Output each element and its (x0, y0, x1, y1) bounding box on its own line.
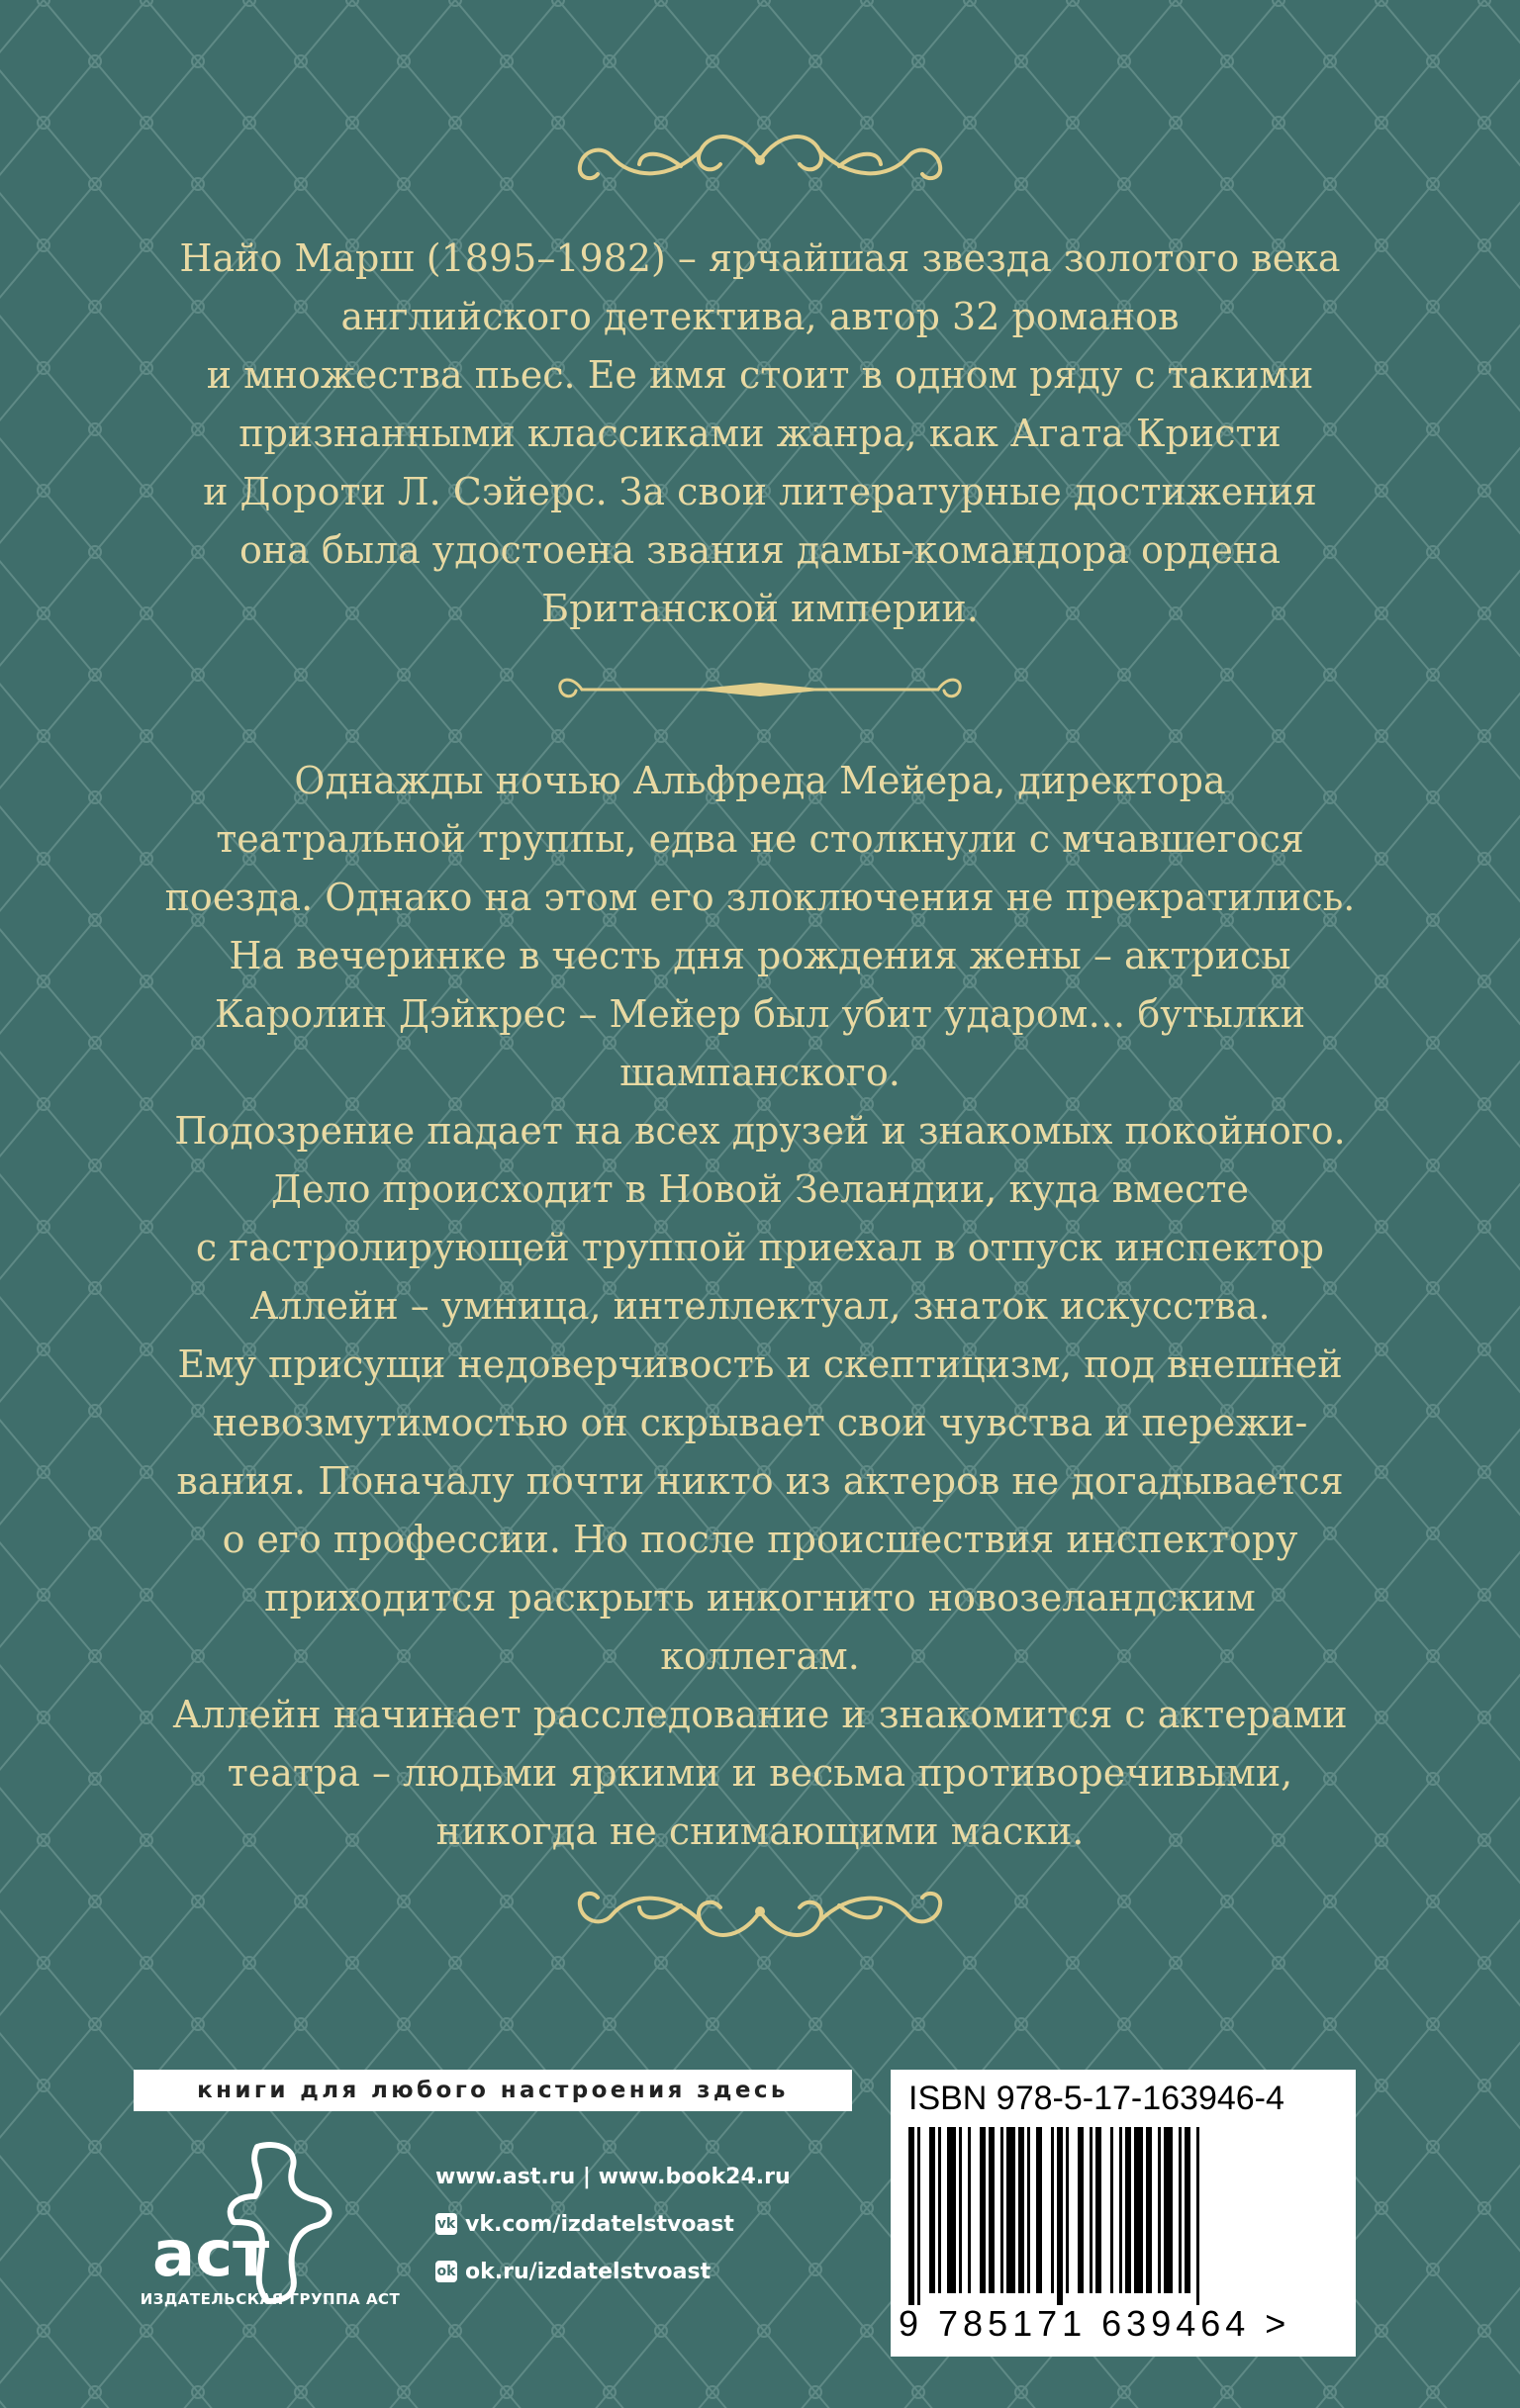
barcode-bar (980, 2127, 986, 2293)
synopsis-line: Подозрение падает на всех друзей и знакомых покойного. (174, 1109, 1346, 1153)
synopsis-line: Каролин Дэйкрес – Мейер был убит ударом… бутылки (214, 992, 1306, 1036)
barcode-bar (938, 2127, 941, 2293)
vk-icon: vk (435, 2213, 457, 2235)
synopsis-line: поезда. Однако на этом его злоключения не прекратились. (164, 876, 1356, 919)
synopsis-text (129, 752, 1391, 1861)
synopsis-line: Аллейн начинает расследование и знакомится с актерами (172, 1693, 1348, 1736)
barcode-bar (947, 2127, 956, 2293)
barcode-bar (1185, 2127, 1190, 2293)
barcode (908, 2127, 1334, 2305)
barcode-bar (1051, 2127, 1054, 2293)
barcode-bar (1036, 2127, 1042, 2293)
synopsis-line: приходится раскрыть инкогнито новозеландским (264, 1576, 1256, 1620)
barcode-bar (908, 2127, 914, 2305)
barcode-bar (1196, 2127, 1199, 2305)
about-author-line: Британской империи. (541, 587, 979, 630)
ast-logo[interactable] (139, 2127, 386, 2355)
isbn-digits: 9 785171 639464 > (899, 2303, 1291, 2344)
barcode-bar (917, 2127, 920, 2305)
about-author-line: и Дороти Л. Сэйерс. За свои литературные достижения (203, 470, 1317, 513)
barcode-bar (929, 2127, 935, 2293)
barcode-bar (1057, 2127, 1063, 2305)
barcode-bar (989, 2127, 995, 2293)
synopsis-line: с гастролирующей труппой приехал в отпуск инспектор (195, 1226, 1325, 1269)
ast-logo-letters: аст (152, 2218, 270, 2291)
publisher-links (435, 2157, 791, 2299)
about-author-line: и множества пьес. Ее имя стоит в одном ряду с такими (206, 353, 1314, 397)
barcode-bar (1110, 2127, 1113, 2293)
barcode-bar (1146, 2127, 1152, 2293)
barcode-bar (959, 2127, 962, 2293)
about-author-line: признанными классиками жанра, как Агата Кристи (238, 412, 1282, 455)
synopsis-line: невозмутимостью он скрывает свои чувства и пережи- (212, 1401, 1308, 1444)
barcode-bar (1018, 2127, 1024, 2293)
synopsis-line: На вечеринке в честь дня рождения жены – актрисы (229, 934, 1291, 977)
middle-divider-ornament (552, 665, 968, 714)
about-author-line: она была удостоена звания дамы-командора ордена (238, 528, 1282, 572)
barcode-bar (1179, 2127, 1182, 2293)
barcode-bar (1078, 2127, 1084, 2293)
synopsis-line: о его профессии. Но после происшествия инспектору (222, 1518, 1298, 1561)
about-author-text (129, 230, 1391, 638)
vk-row[interactable] (435, 2204, 791, 2244)
barcode-bar (1090, 2127, 1092, 2293)
publisher-caption: ИЗДАТЕЛЬСКАЯ ГРУППА АСТ (140, 2290, 401, 2308)
websites-text[interactable]: www.ast.ru | www.book24.ru (435, 2164, 791, 2189)
isbn-barcode-box (891, 2070, 1356, 2357)
about-author-line: Найо Марш (1895–1982) – ярчайшая звезда золотого века (179, 236, 1341, 280)
barcode-bar (1125, 2127, 1131, 2293)
websites-row (435, 2157, 791, 2196)
vk-link[interactable]: vk.com/izdatelstvoast (465, 2211, 734, 2237)
barcode-bar (968, 2127, 971, 2293)
barcode-bar (1006, 2127, 1015, 2293)
barcode-bar (1066, 2127, 1069, 2293)
barcode-bar (1095, 2127, 1101, 2293)
barcode-bar (1000, 2127, 1003, 2293)
bottom-scroll-ornament (562, 1872, 958, 1951)
isbn-label: ISBN 978-5-17-163946-4 (908, 2080, 1284, 2117)
synopsis-line: Дело происходит в Новой Зеландии, куда вместе (271, 1167, 1249, 1211)
synopsis-line: шампанского. (619, 1051, 901, 1094)
synopsis-line: Аллейн – умница, интеллектуал, знаток искусства. (249, 1284, 1271, 1328)
ok-icon: ok (435, 2261, 457, 2282)
barcode-bar (1027, 2127, 1030, 2293)
ok-link[interactable]: ok.ru/izdatelstvoast (465, 2259, 712, 2284)
publisher-slogan-strip: книги для любого настроения здесь (134, 2070, 852, 2111)
synopsis-line: вания. Поначалу почти никто из актеров не догадывается (176, 1459, 1344, 1503)
synopsis-line: театральной труппы, едва не столкнули с мчавшегося (216, 817, 1304, 861)
about-author-line: английского детектива, автор 32 романов (340, 295, 1180, 338)
barcode-bar (1119, 2127, 1122, 2293)
synopsis-line: коллегам. (660, 1634, 860, 1678)
synopsis-line: театра – людьми яркими и весьма противоречивыми, (227, 1751, 1293, 1795)
barcode-bar (1164, 2127, 1173, 2293)
barcode-bar (1158, 2127, 1161, 2293)
top-scroll-ornament (562, 121, 958, 200)
synopsis-line: никогда не снимающими маски. (435, 1809, 1085, 1853)
barcode-bar (1134, 2127, 1143, 2293)
ok-row[interactable] (435, 2252, 791, 2291)
synopsis-line: Ему присущи недоверчивость и скептицизм, под внешней (177, 1343, 1343, 1386)
synopsis-line: Однажды ночью Альфреда Мейера, директора (294, 759, 1226, 802)
